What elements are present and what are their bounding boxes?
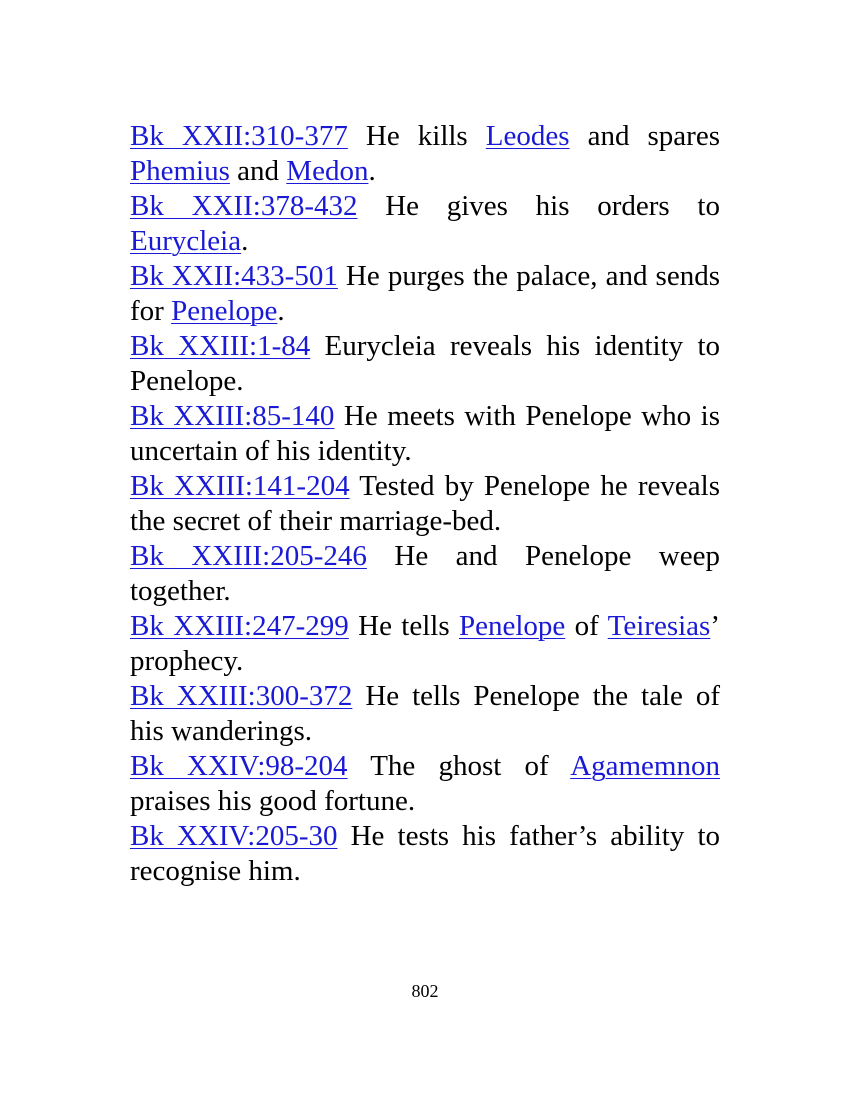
entry-text: He kills — [347, 120, 486, 152]
book-reference-link[interactable]: Bk XXIII:205-246 — [130, 540, 367, 572]
entry-text: . — [277, 295, 285, 327]
entry — [130, 539, 720, 609]
book-reference-link[interactable]: Bk XXII:433-501 — [130, 260, 338, 292]
entry-text: He purges the palace, and sends for — [130, 260, 720, 327]
character-link[interactable]: Teiresias — [607, 610, 711, 642]
entry — [130, 329, 720, 399]
character-link[interactable]: Phemius — [130, 155, 230, 187]
entry-text: . — [368, 155, 376, 187]
entry — [130, 189, 720, 259]
entry-text: He tells Penelope the tale of his wanderings. — [130, 680, 720, 747]
entry-text: He meets with Penelope who is uncertain of his identity. — [130, 400, 720, 467]
entry-list — [130, 119, 720, 889]
entry-text: He and Penelope weep together. — [130, 540, 720, 607]
entry-text: Eurycleia reveals his identity to Penelope. — [130, 330, 720, 397]
entry — [130, 679, 720, 749]
book-reference-link[interactable]: Bk XXIII:1-84 — [130, 330, 311, 362]
character-link[interactable]: Penelope — [459, 610, 566, 642]
entry-text: ’ prophecy. — [130, 610, 720, 677]
page-body — [130, 119, 720, 889]
book-reference-link[interactable]: Bk XXII:310-377 — [130, 120, 348, 152]
character-link[interactable]: Eurycleia — [130, 225, 242, 257]
book-reference-link[interactable]: Bk XXIV:98-204 — [130, 750, 348, 782]
book-reference-link[interactable]: Bk XXIV:205-30 — [130, 820, 338, 852]
entry — [130, 259, 720, 329]
character-link[interactable]: Penelope — [171, 295, 278, 327]
entry-text: The ghost of — [347, 750, 571, 782]
entry-text: . — [241, 225, 249, 257]
book-reference-link[interactable]: Bk XXIII:141-204 — [130, 470, 350, 502]
entry — [130, 609, 720, 679]
book-reference-link[interactable]: Bk XXIII:247-299 — [130, 610, 349, 642]
entry-text: and spares — [569, 120, 720, 152]
entry-text: of — [565, 610, 608, 642]
page-number: 802 — [411, 981, 439, 1001]
character-link[interactable]: Leodes — [485, 120, 570, 152]
entry-text: He tells — [348, 610, 459, 642]
character-link[interactable]: Agamemnon — [570, 750, 720, 782]
book-reference-link[interactable]: Bk XXIII:85-140 — [130, 400, 335, 432]
entry-text: He gives his orders to — [357, 190, 720, 222]
entry-text: and — [229, 155, 287, 187]
entry-text: praises his good fortune. — [130, 785, 416, 817]
entry — [130, 119, 720, 189]
book-reference-link[interactable]: Bk XXIII:300-372 — [130, 680, 353, 712]
entry — [130, 469, 720, 539]
entry-text: He tests his father’s ability to recognise him. — [130, 820, 721, 887]
entry-text: Tested by Penelope he reveals the secret of their marriage-bed. — [130, 470, 720, 537]
entry — [130, 819, 720, 889]
entry — [130, 399, 720, 469]
entry — [130, 749, 720, 819]
book-reference-link[interactable]: Bk XXII:378-432 — [130, 190, 358, 222]
character-link[interactable]: Medon — [286, 155, 369, 187]
